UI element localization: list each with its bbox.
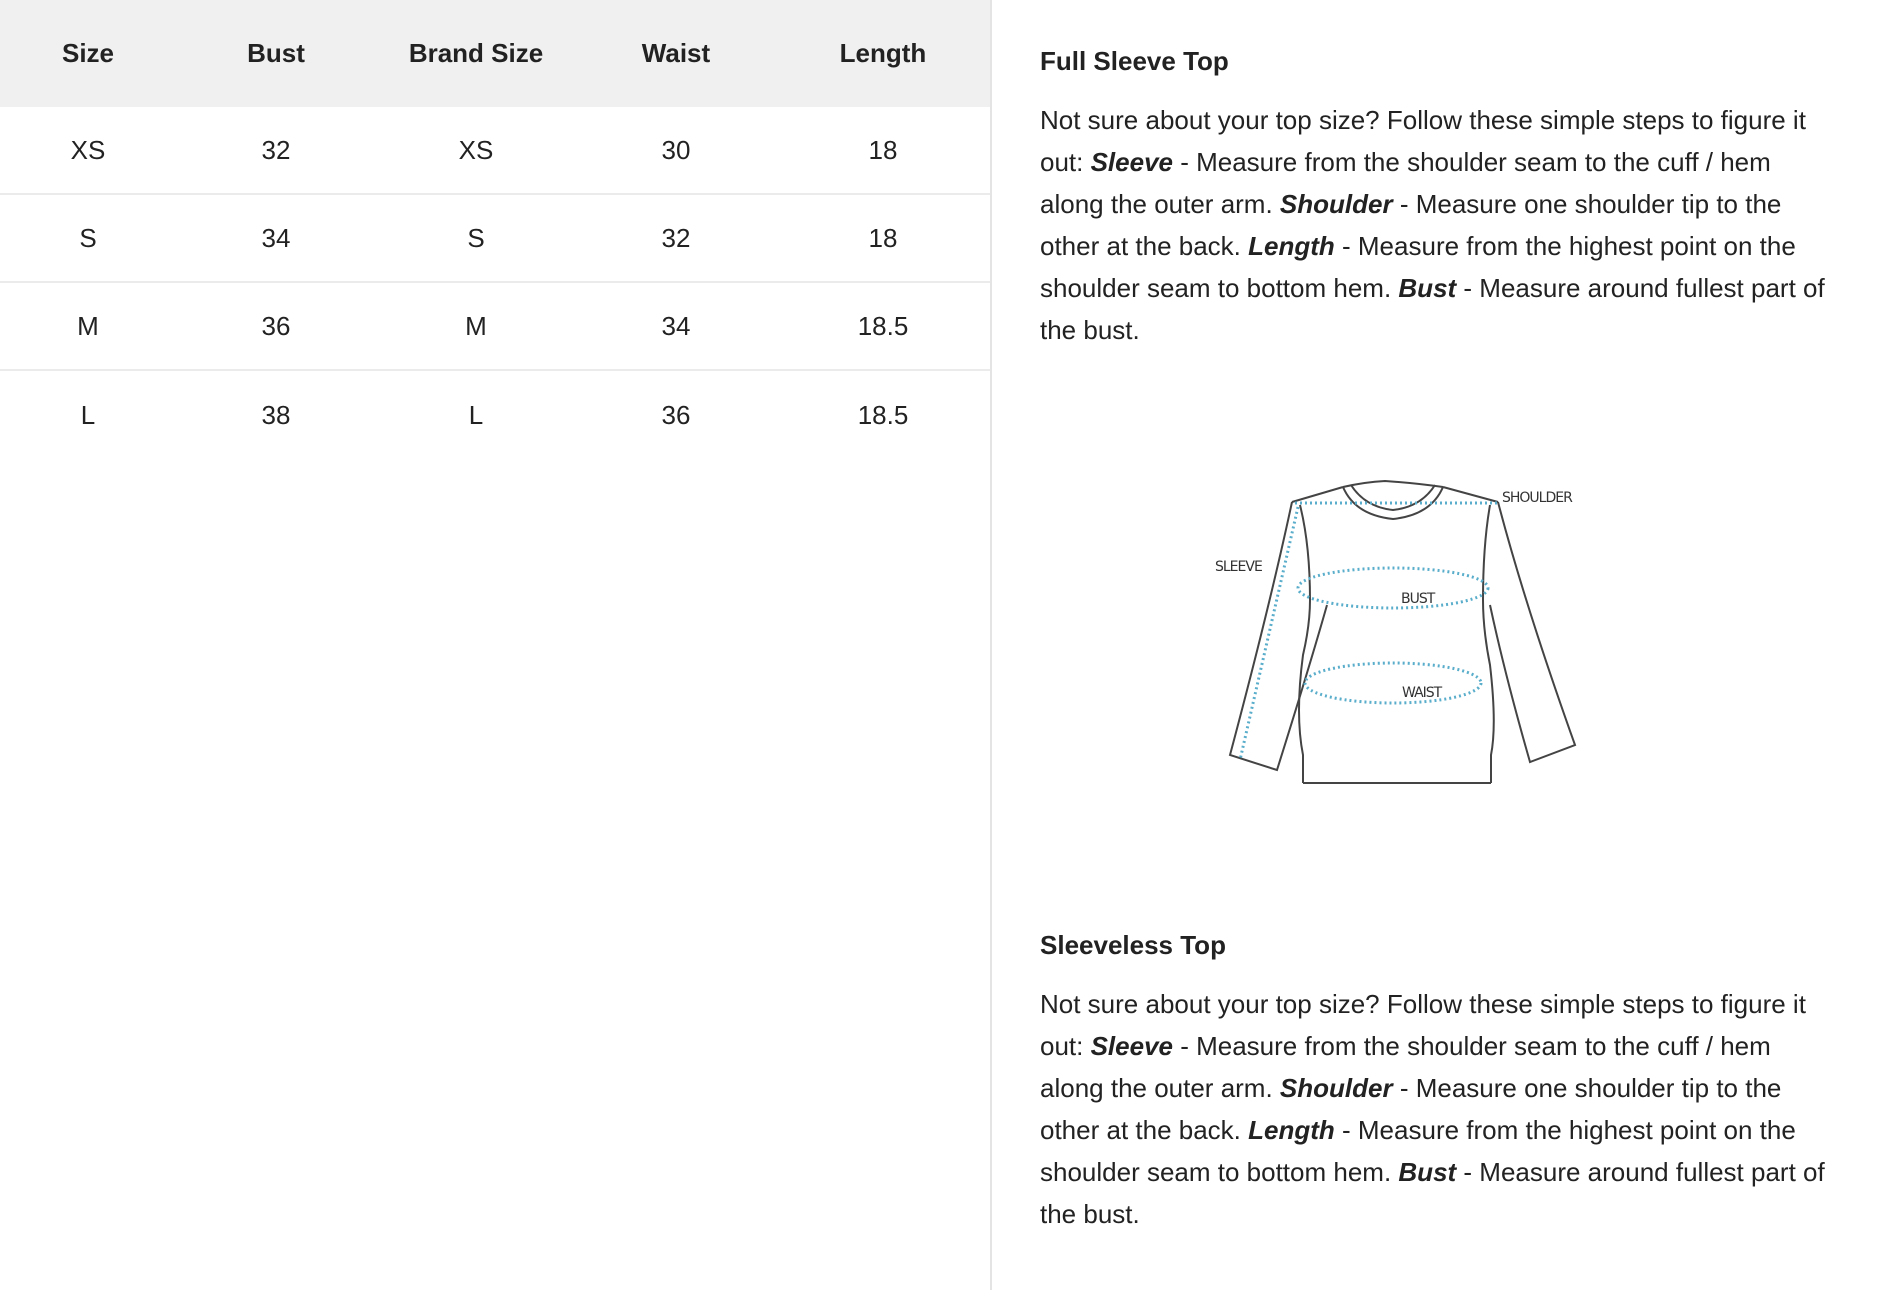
- intro-text: Not sure about your top size? Follow these simple steps to figure it out:: [1040, 105, 1806, 177]
- column-header-brand-size: Brand Size: [408, 38, 544, 68]
- cell-size: M: [77, 310, 99, 341]
- cell-size: L: [80, 399, 96, 430]
- column-header-size: Size: [61, 38, 115, 68]
- section-title-full-sleeve: Full Sleeve Top: [1040, 46, 1229, 76]
- cell-waist: 36: [661, 399, 691, 430]
- step-text: - Measure one shoulder tip to the other at the back.: [1040, 1073, 1782, 1145]
- cell-brand-size: XS: [458, 134, 494, 165]
- cell-bust: 32: [261, 134, 291, 165]
- cell-bust: 36: [261, 310, 291, 341]
- table-row: [0, 195, 990, 283]
- step-text: - Measure from the highest point on the shoulder seam to bottom hem.: [1040, 1115, 1796, 1187]
- shirt-outline-icon: [1230, 481, 1575, 783]
- step-text: - Measure one shoulder tip to the other at the back.: [1040, 189, 1782, 261]
- step-text: - Measure from the shoulder seam to the cuff / hem along the outer arm.: [1040, 1031, 1771, 1103]
- cell-length: 18.5: [857, 399, 909, 430]
- pane-divider: [990, 0, 992, 1290]
- step-text: - Measure from the shoulder seam to the cuff / hem along the outer arm.: [1040, 147, 1771, 219]
- step-text: - Measure around fullest part of the bust.: [1040, 1157, 1825, 1229]
- label-bust: BUST: [1401, 591, 1435, 607]
- measurement-lines-icon: [1240, 503, 1497, 760]
- step-text: - Measure from the highest point on the shoulder seam to bottom hem.: [1040, 231, 1796, 303]
- term-sleeve: Sleeve: [1090, 1031, 1173, 1061]
- table-row: [0, 283, 990, 371]
- table-row: [0, 371, 990, 459]
- term-length: Length: [1248, 231, 1335, 261]
- column-header-length: Length: [839, 38, 927, 68]
- section-title-sleeveless: Sleeveless Top: [1040, 930, 1226, 960]
- cell-size: S: [79, 222, 97, 253]
- cell-bust: 34: [261, 222, 291, 253]
- cell-brand-size: L: [468, 399, 484, 430]
- cell-waist: 32: [661, 222, 691, 253]
- term-sleeve: Sleeve: [1090, 147, 1173, 177]
- cell-length: 18: [868, 134, 898, 165]
- term-bust: Bust: [1398, 1157, 1457, 1187]
- cell-brand-size: M: [465, 310, 487, 341]
- table-header: [0, 0, 990, 107]
- label-shoulder: SHOULDER: [1502, 490, 1572, 506]
- cell-bust: 38: [261, 399, 291, 430]
- cell-waist: 34: [661, 310, 691, 341]
- cell-size: XS: [70, 134, 106, 165]
- term-shoulder: Shoulder: [1279, 1073, 1393, 1103]
- section-body-full-sleeve: [1040, 99, 1830, 351]
- term-length: Length: [1248, 1115, 1335, 1145]
- term-bust: Bust: [1398, 273, 1457, 303]
- top-measurement-diagram: [1215, 455, 1665, 825]
- section-body-sleeveless: [1040, 983, 1830, 1235]
- size-table: [0, 0, 990, 459]
- term-shoulder: Shoulder: [1279, 189, 1393, 219]
- step-text: - Measure around fullest part of the bust.: [1040, 273, 1825, 345]
- cell-length: 18: [868, 222, 898, 253]
- column-header-bust: Bust: [247, 38, 305, 68]
- table-row: [0, 107, 990, 195]
- cell-waist: 30: [661, 134, 691, 165]
- label-sleeve: SLEEVE: [1215, 559, 1262, 575]
- label-waist: WAIST: [1402, 685, 1442, 701]
- intro-text: Not sure about your top size? Follow these simple steps to figure it out:: [1040, 989, 1806, 1061]
- cell-length: 18.5: [857, 310, 909, 341]
- column-header-waist: Waist: [641, 38, 711, 68]
- cell-brand-size: S: [467, 222, 485, 253]
